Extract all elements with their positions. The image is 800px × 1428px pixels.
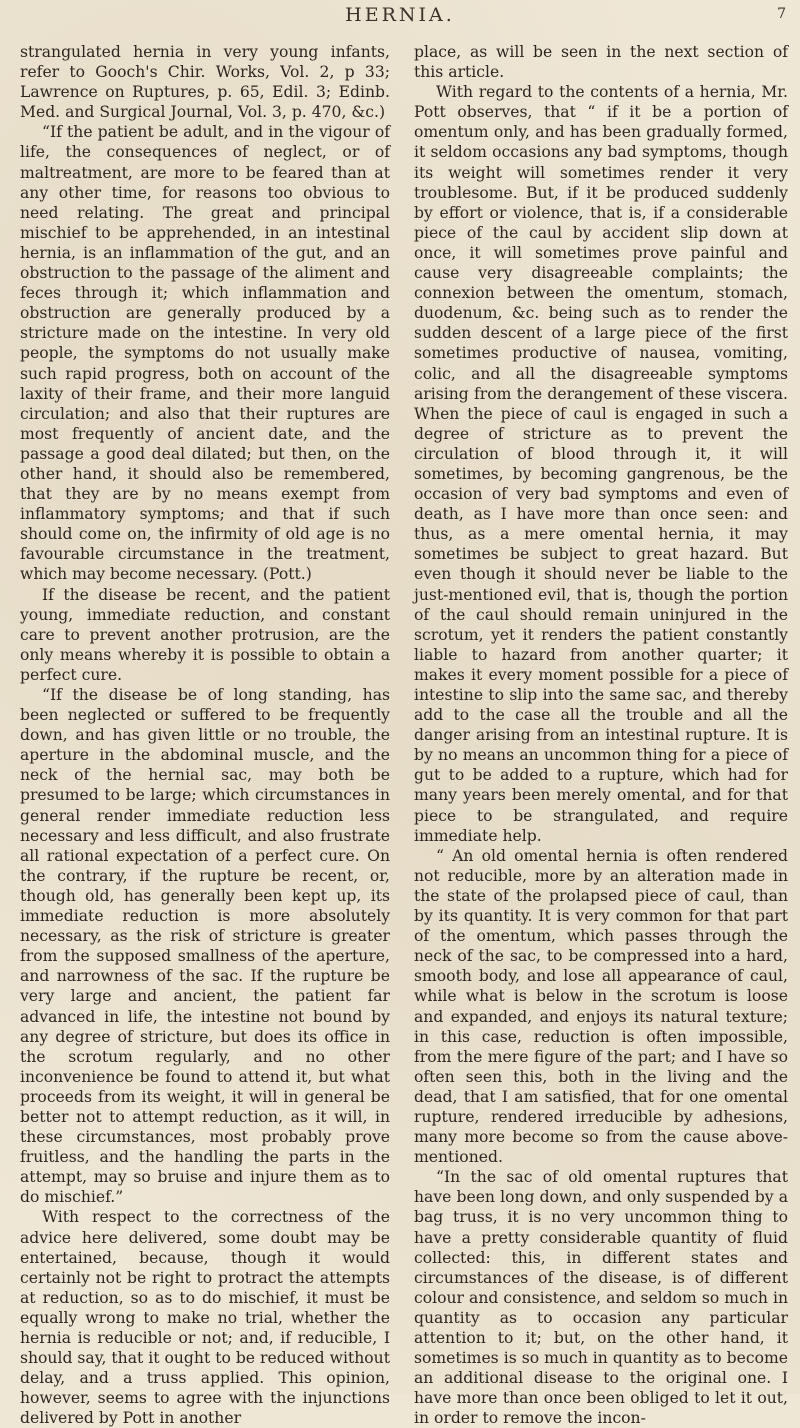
page-number: 7 — [777, 6, 786, 22]
paragraph: With respect to the correctness of the advice here delivered, some doubt may be entertained, because, though it would certainly not be right to protract the attempts at reduction, so as to do mischief, it must be equally wrong to make no trial, whether the hernia is reducible or not; and, if reducible, I should say, that it ought to be reduced without delay, and a truss applied. This opinion, however, seems to agree with the injunctions delivered by Pott in another — [20, 1208, 390, 1428]
paragraph: “If the disease be of long standing, has been neglected or suffered to be frequently down, and has given little or no trouble, the aperture in the abdominal muscle, and the neck of the hernial sac, may both be presumed to be large; which circumstances in general render immediate reduction less necessary and less difficult, and also frustrate all rational expectation of a perfect cure. On the contrary, if the rupture be recent, or, though old, has generally been kept up, its immediate reduction is more absolutely necessary, as the risk of stricture is greater from the supposed smallness of the aperture, and narrowness of the sac. If the rupture be very large and ancient, the patient far advanced in life, the intestine not bound by any degree of stricture, but does its office in the scrotum regularly, and no other inconvenience be found to attend it, but what proceeds from its weight, it will in general be better not to attempt reduction, as it will, in these circumstances, most probably prove fruitless, and the handling the parts in the attempt, may so bruise and injure them as to do mischief.” — [20, 686, 390, 1207]
running-head: HERNIA. — [345, 4, 455, 26]
paragraph: “In the sac of old omental ruptures that have been long down, and only suspended by a bag truss, it is no very uncommon thing to have a pretty considerable quantity of fluid collected: this, in different states and circumstances of the disease, is of different colour and consistence, and seldom so much in quantity as to occasion any particular attention to it; but, on the other hand, it sometimes is so much in quantity as to become an additional disease to the original one. I have more than once been obliged to let it out, in order to remove the incon- — [414, 1168, 788, 1428]
left-column — [20, 42, 390, 1428]
paragraph: With regard to the contents of a hernia, Mr. Pott observes, that “ if it be a portion of omentum only, and has been gradually formed, it seldom occasions any bad symptoms, though its weight will sometimes render it very troublesome. But, if it be produced suddenly by effort or violence, that is, if a considerable piece of the caul by accident slip down at once, it will sometimes prove painful and cause very disagreeable complaints; the connexion between the omentum, stomach, duodenum, &c. being such as to render the sudden descent of a large piece of the first sometimes productive of nausea, vomiting, colic, and all the disagreeable symptoms arising from the derangement of these viscera. When the piece of caul is engaged in such a degree of stricture as to prevent the circulation of blood through it, it will sometimes, by becoming gangrenous, be the occasion of very bad symptoms and even of death, as I have more than once seen: and thus, as a mere omental hernia, it may sometimes be subject to great hazard. But even though it should never be liable to the just-mentioned evil, that is, though the portion of the caul should remain uninjured in the scrotum, yet it renders the patient constantly liable to hazard from another quarter; it makes it every moment possible for a piece of intestine to slip into the same sac, and thereby add to the case all the trouble and all the danger arising from an intestinal rupture. It is by no means an uncommon thing for a piece of gut to be added to a rupture, which had for many years been merely omental, and for that piece to be strangulated, and require immediate help. — [414, 83, 788, 845]
paragraph: place, as will be seen in the next section of this article. — [414, 43, 788, 82]
paragraph: “ An old omental hernia is often rendered not reducible, more by an alteration made in the state of the prolapsed piece of caul, than by its quantity. It is very common for that part of the omentum, which passes through the neck of the sac, to be compressed into a hard, smooth body, and lose all appearance of caul, while what is below in the scrotum is loose and expanded, and enjoys its natural texture; in this case, reduction is often impossible, from the mere figure of the part; and I have so often seen this, both in the living and the dead, that I am satisfied, that for one omental rupture, rendered irreducible by adhesions, many more become so from the cause above-mentioned. — [414, 846, 788, 1167]
right-column — [414, 42, 788, 1428]
paragraph: strangulated hernia in very young infants, refer to Gooch's Chir. Works, Vol. 2, p 33; Lawrence on Ruptures, p. 65, Edil. 3; Edinb. Med. and Surgical Journal, Vol. 3, p. 470, &c.) — [20, 43, 390, 122]
paragraph: If the disease be recent, and the patient young, immediate reduction, and constant care to prevent another protrusion, are the only means whereby it is possible to obtain a perfect cure. — [20, 585, 390, 684]
paragraph: “If the patient be adult, and in the vigour of life, the consequences of neglect, or of maltreatment, are more to be feared than at any other time, for reasons too obvious to need relating. The great and principal mischief to be apprehended, in an intestinal hernia, is an inflammation of the gut, and an obstruction to the passage of the aliment and feces through it; which inflammation and obstruction are generally produced by a stricture made on the intestine. In very old people, the symptoms do not usually make such rapid progress, both on account of the laxity of their frame, and their more languid circulation; and also that their ruptures are most frequently of ancient date, and the passage a good deal dilated; but then, on the other hand, it should also be remembered, that they are by no means exempt from inflammatory symptoms; and that if such should come on, the infirmity of old age is no favourable circumstance in the treatment, which may become necessary. (Pott.) — [20, 123, 390, 584]
